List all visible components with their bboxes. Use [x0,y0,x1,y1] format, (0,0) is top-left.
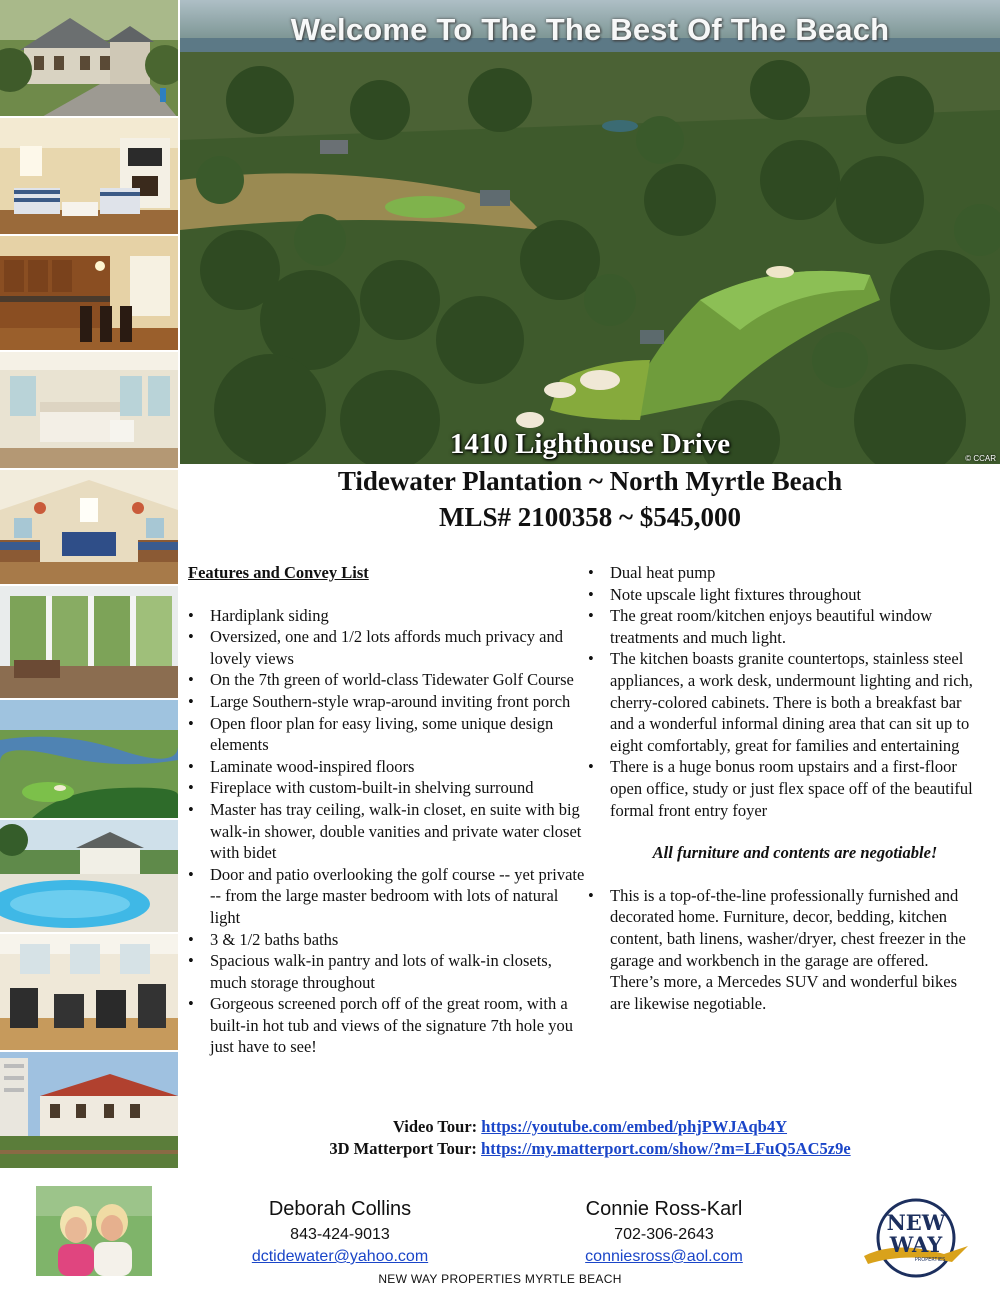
feature-item: • Laminate wood-inspired floors [188,756,586,778]
agent-name: Deborah Collins [268,1198,412,1220]
features-list-left [188,605,586,1058]
feature-item: • On the 7th green of world-class Tidewater Golf Course [188,669,586,691]
photo-bonus-room [0,470,178,586]
agent-card-deborah [210,1196,470,1268]
photo-screened-porch [0,586,178,700]
feature-item: • Dual heat pump [588,562,980,584]
agent-email-link[interactable]: conniesross@aol.com [585,1248,743,1265]
features-list-right [588,562,980,821]
feature-item: • The great room/kitchen enjoys beautiful window treatments and much light. [588,605,980,648]
feature-item: • Large Southern-style wrap-around inviting front porch [188,691,586,713]
feature-item: • This is a top-of-the-line professionally furnished and decorated home. Furniture, decor, bedding, kitchen content, bath linens, washer/dryer, chest freezer in the garage and workbench in the garage are offered. There’s more, a Mercedes SUV and wonderful bikes are likewise negotiable. [588,885,980,1015]
tour-links [180,1116,1000,1159]
property-address: 1410 Lighthouse Drive [449,428,731,460]
logo-text-new: NEW [886,1210,946,1235]
photo-pool [0,820,178,934]
logo-text-way: WAY [889,1232,943,1257]
photo-strip [0,0,178,1170]
features-left-column [188,562,586,1058]
hero-title: Welcome To The The Best Of The Beach [290,12,890,47]
feature-item: • Master has tray ceiling, walk-in closet, en suite with big walk-in shower, double vanities and private water closet with bidet [188,799,586,864]
matterport-tour-line [180,1138,1000,1160]
matterport-tour-label: 3D Matterport Tour: [329,1138,477,1158]
photo-beach-club [0,1052,178,1170]
agent-phone[interactable]: 843-424-9013 [290,1226,390,1243]
agent-email-link[interactable]: dctidewater@yahoo.com [251,1248,429,1265]
photo-living-room [0,118,178,236]
brokerage-footer: NEW WAY PROPERTIES MYRTLE BEACH [378,1272,622,1286]
photo-golf-marsh [0,700,178,820]
listing-mls-price: MLS# 2100358 ~ $545,000 [438,502,742,532]
feature-item: • Oversized, one and 1/2 lots affords much privacy and lovely views [188,626,586,669]
feature-item: • There is a huge bonus room upstairs and a first-floor open office, study or just flex space off of the beautiful formal front entry foyer [588,756,980,821]
feature-item: • The kitchen boasts granite countertops, stainless steel appliances, a work desk, undermount lighting and rich, cherry-colored cabinets. There is both a breakfast bar and a wonderful informal dining area that can sit up to eight comfortably, great for families and entertaining [588,648,980,756]
agents-photo [36,1186,152,1276]
feature-item: • Hardiplank siding [188,605,586,627]
video-tour-link[interactable]: https://youtube.com/embed/phjPWJAqb4Y [481,1117,788,1136]
photo-master-bedroom [0,352,178,470]
new-way-properties-logo [856,1196,972,1280]
agent-phone[interactable]: 702-306-2643 [614,1226,714,1243]
features-right-column [588,562,980,1014]
agent-name: Connie Ross-Karl [585,1198,743,1220]
video-tour-line [180,1116,1000,1138]
feature-item: • Door and patio overlooking the golf course -- yet private -- from the large master bedroom with lots of natural light [188,864,586,929]
photo-kitchen [0,236,178,352]
furniture-negotiable-note: All furniture and contents are negotiable! [652,843,938,863]
feature-item: • Open floor plan for easy living, some unique design elements [188,713,586,756]
logo-text-properties: PROPERTIES [914,1257,946,1263]
feature-item: • Fireplace with custom-built-in shelving surround [188,777,586,799]
features-list-extra [588,885,980,1015]
feature-item: • Note upscale light fixtures throughout [588,584,980,606]
feature-item: • Spacious walk-in pantry and lots of walk-in closets, much storage throughout [188,950,586,993]
photo-fitness-center [0,934,178,1052]
listing-location: Tidewater Plantation ~ North Myrtle Beach [337,466,843,496]
features-heading: Features and Convey List [188,563,369,582]
video-tour-label: Video Tour: [392,1117,478,1136]
photo-copyright: © CCAR [965,454,996,463]
feature-item: • Gorgeous screened porch off of the great room, with a built-in hot tub and views of the signature 7th hole you just have to see! [188,993,586,1058]
aerial-golf-course-image [180,0,1000,464]
hero-aerial-photo [180,0,1000,464]
matterport-tour-link[interactable]: https://my.matterport.com/show/?m=LFuQ5AC5z9e [481,1138,851,1158]
photo-exterior [0,0,178,118]
feature-item: • 3 & 1/2 baths baths [188,929,586,951]
agent-card-connie [534,1196,794,1268]
